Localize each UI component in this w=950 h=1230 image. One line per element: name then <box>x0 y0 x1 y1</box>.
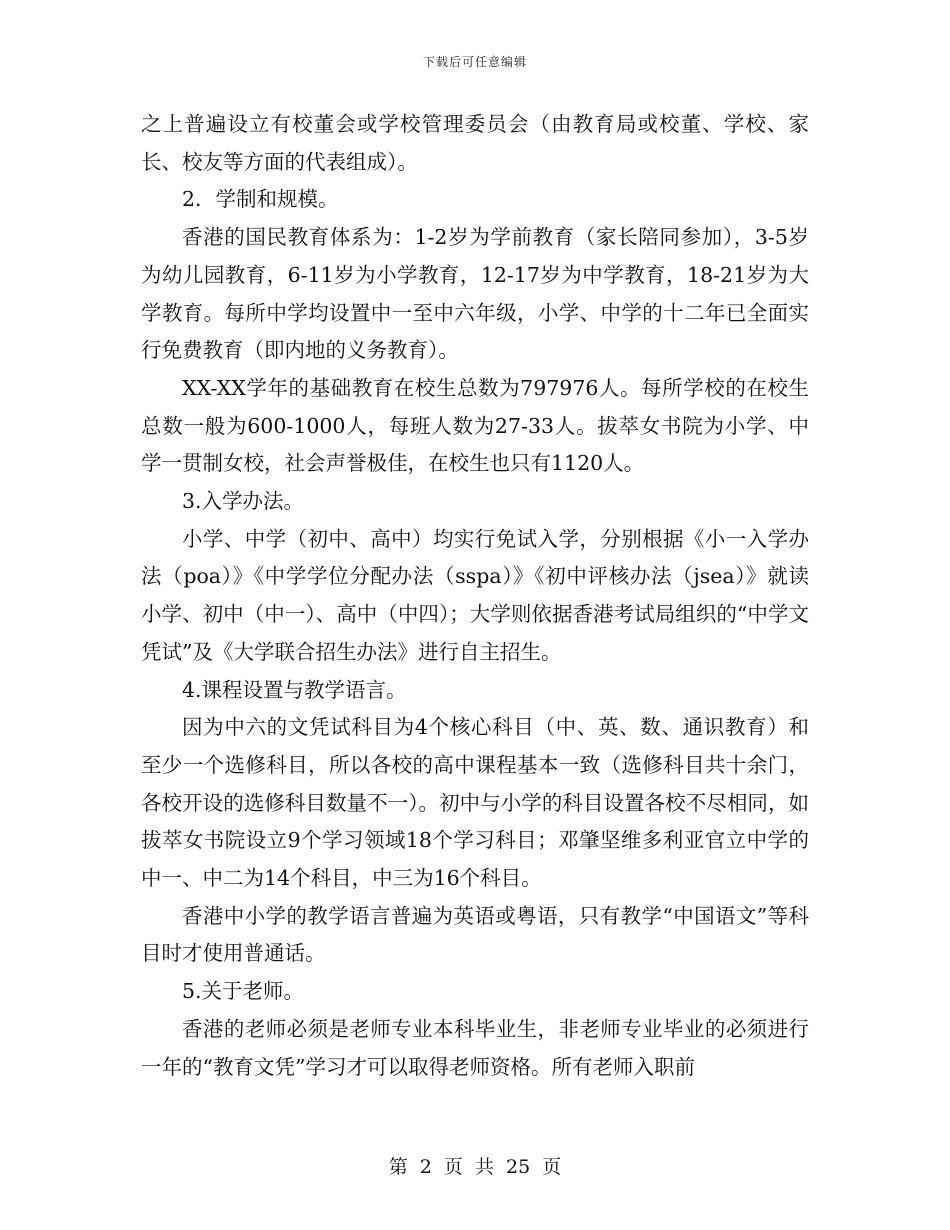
section-heading-4: 4.课程设置与教学语言。 <box>182 677 407 702</box>
paragraph-1: 之上普遍设立有校董会或学校管理委员会（由教育局或校董、学校、家长、校友等方面的代表组成）。 <box>141 112 809 174</box>
page-number-footer: 第 2 页 共 25 页 <box>388 1156 562 1178</box>
paragraph-6: 小学、中学（初中、高中）均实行免试入学，分别根据《小一入学办法（poa）》《中学学位分配办法（sspa）》《初中评核办法（jsea）》就读小学、初中（中一）、高中（中四）；大学则依据香港考试局组织的“中学文凭试”及《大学联合招生办法》进行自主招生。 <box>141 526 809 664</box>
section-heading-2: 2．学制和规模。 <box>182 187 339 212</box>
section-heading-5: 5.关于老师。 <box>182 979 305 1004</box>
page-header: 下载后可任意编辑 <box>422 55 527 69</box>
paragraph-4: XX-XX学年的基础教育在校生总数为797976人。每所学校的在校生总数一般为600-1000人，每班人数为27-33人。拔萃女书院为小学、中学一贯制女校，社会声誉极佳，在校生也只有1120人。 <box>141 375 809 476</box>
paragraph-3: 香港的国民教育体系为：1-2岁为学前教育（家长陪同参加），3-5岁为幼儿园教育，6-11岁为小学教育，12-17岁为中学教育，18-21岁为大学教育。每所中学均设置中一至中六年级，小学、中学的十二年已全面实行免费教育（即内地的义务教育）。 <box>141 225 809 363</box>
document-body <box>141 106 809 1086</box>
paragraph-9: 香港中小学的教学语言普遍为英语或粤语，只有教学“中国语文”等科目时才使用普通话。 <box>141 903 809 966</box>
paragraph-11: 香港的老师必须是老师专业本科毕业生，非老师专业毕业的必须进行一年的“教育文凭”学习才可以取得老师资格。所有老师入职前 <box>141 1016 809 1079</box>
paragraph-8: 因为中六的文凭试科目为4个核心科目（中、英、数、通识教育）和至少一个选修科目，所以各校的高中课程基本一致（选修科目共十余门，各校开设的选修科目数量不一）。初中与小学的科目设置各校不尽相同，如拔萃女书院设立9个学习领域18个学习科目；邓肇坚维多利亚官立中学的中一、中二为14个科目，中三为16个科目。 <box>141 715 809 891</box>
section-heading-3: 3.入学办法。 <box>182 489 305 514</box>
